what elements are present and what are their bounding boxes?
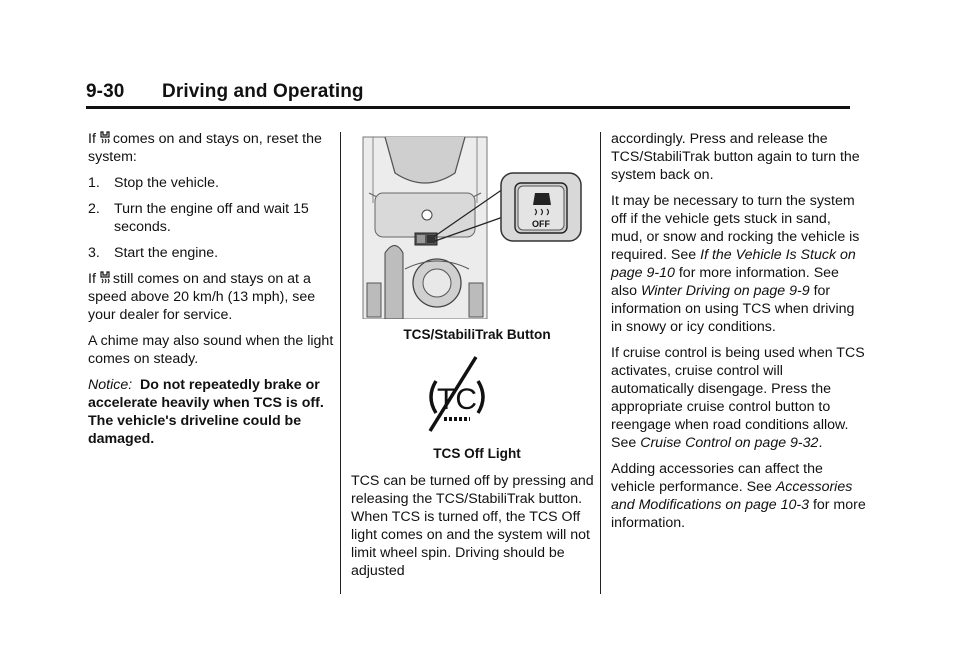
cross-reference-link[interactable]: If the Vehicle Is Stuck on page 9-10 <box>611 247 856 281</box>
cross-reference-link[interactable]: Accessories and Modifications on page 10-3 <box>611 479 853 513</box>
reset-intro: If comes on and stays on, reset the system: <box>88 131 322 165</box>
traction-control-icon <box>99 271 111 285</box>
column-left <box>88 130 340 456</box>
column-divider <box>340 132 341 594</box>
cross-reference-link[interactable]: Winter Driving on page 9-9 <box>640 283 810 299</box>
tcs-off-paragraph: TCS can be turned off by pressing and releasing the TCS/StabiliTrak button. When TCS is turned off, the TCS Off light comes on and the system will not limit wheel spin. Driving should be adjusted <box>351 473 594 579</box>
paragraph: Adding accessories can affect the vehicle performance. See Accessories and Modifications on page 10-3 for more information. <box>611 461 866 531</box>
figure-caption: TCS Off Light <box>433 446 521 461</box>
notice-paragraph <box>88 376 340 448</box>
column-right <box>611 130 866 540</box>
traction-control-icon <box>99 131 111 145</box>
notice-label: Notice: <box>88 377 133 393</box>
section-title: Driving and Operating <box>162 81 364 102</box>
paragraph: accordingly. Press and release the TCS/StabiliTrak button again to turn the system back on. <box>611 131 860 183</box>
page-header <box>86 80 850 109</box>
list-item: 2. Turn the engine off and wait 15 seconds. <box>88 201 309 235</box>
list-item: 3. Start the engine. <box>88 245 219 261</box>
dealer-paragraph: If still comes on and stays on at a speed above 20 km/h (13 mph), see your dealer for service. <box>88 271 316 323</box>
paragraph: If cruise control is being used when TCS activates, cruise control will automatically disengage. Press the appropriate cruise control button to reengage when road conditions allow. See Cruise Control on page 9-32. <box>611 345 865 451</box>
tcs-off-light-icon <box>420 353 494 437</box>
list-item: 1. Stop the vehicle. <box>88 175 219 191</box>
tcs-button-illustration <box>355 133 585 319</box>
page-number: 9-30 <box>86 81 125 102</box>
cross-reference-link[interactable]: Cruise Control on page 9-32 <box>640 435 819 451</box>
notice-text: Do not repeatedly brake or accelerate heavily when TCS is off. The vehicle's driveline could be damaged. <box>88 377 324 447</box>
off-label: OFF <box>532 219 550 229</box>
paragraph: It may be necessary to turn the system off if the vehicle gets stuck in sand, mud, or snow and rocking the vehicle is required. See If the Vehicle Is Stuck on page 9-10 for more information. See also Winter Driving on page 9-9 for information on using TCS when driving in snowy or icy conditions. <box>611 193 860 335</box>
tc-label: TC <box>437 383 477 416</box>
figure-caption: TCS/StabiliTrak Button <box>403 327 551 342</box>
chime-paragraph: A chime may also sound when the light comes on steady. <box>88 333 334 367</box>
